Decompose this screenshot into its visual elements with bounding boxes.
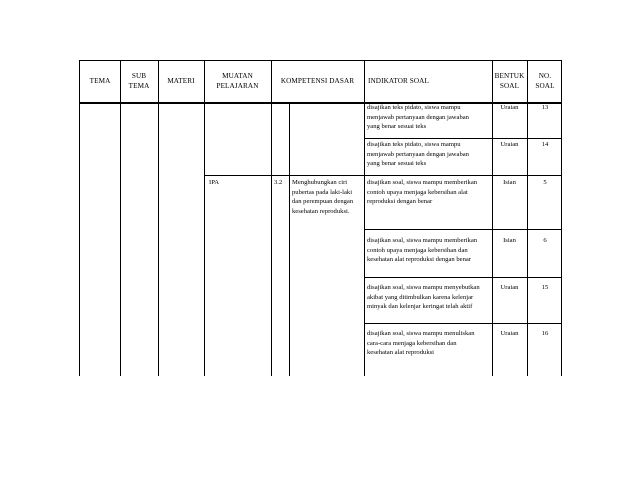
bentuk-row-4: Isian [503,237,516,244]
indikator-row-1: disajikan teks pidato, siswa mampu menjawab pertanyaan dengan jawaban yang benar sesuai teks [367,104,469,131]
indikator-row-6: disajikan soal, siswa mampu menuliskan cara-cara menjaga kebersihan dan kesehatan alat reproduksi [367,330,475,357]
col-divider [364,61,365,376]
indikator-row-5: disajikan soal, siswa mampu menyebutkan akibat yang ditimbulkan karena kelenjar minyak dan kelenjar keringat telah aktif [367,284,480,311]
row-separator [364,229,561,230]
row-separator [364,323,561,324]
col-divider [271,61,272,376]
indikator-row-4: disajikan soal, siswa mampu memberikan contoh upaya menjaga kebersihan dan kesehatan alat reproduksi dengan benar [367,237,478,264]
no-row-6: 16 [541,330,549,337]
bentuk-row-5: Uraian [500,284,519,291]
bentuk-row-3: Isian [503,179,516,186]
col-divider [120,61,121,376]
col-divider [289,104,290,376]
indikator-row-3: disajikan soal, siswa mampu memberikan contoh upaya menjaga kebersihan alat reproduksi dengan benar [367,179,478,206]
header-no-soal: NO. SOAL [535,71,555,90]
bentuk-row-1: Uraian [500,104,519,111]
header-separator [80,102,561,104]
row-separator [364,277,561,278]
kd-number: 3.2 [274,179,283,186]
no-row-1: 13 [541,104,549,111]
row-separator [204,175,561,176]
col-divider [204,61,205,376]
header-subtema: SUB TEMA [128,71,150,90]
row-separator [364,138,561,139]
bentuk-row-2: Uraian [500,141,519,148]
header-kompetensi: KOMPETENSI DASAR [280,76,355,85]
no-row-2: 14 [541,141,549,148]
header-muatan: MUATAN PELAJARAN [216,71,259,90]
kisi-kisi-table [79,60,562,376]
header-indikator: INDIKATOR SOAL [368,76,429,85]
muatan-pelajaran-ipa: IPA [209,179,220,186]
no-row-3: 5 [543,179,547,186]
col-divider [158,61,159,376]
header-tema: TEMA [89,76,111,85]
indikator-row-2: disajikan teks pidato, siswa mampu menjawab pertanyaan dengan jawaban yang benar sesuai teks [367,141,469,168]
kd-description: Menghubungkan ciri pubertas pada laki-laki dan perempuan dengan kesehatan reproduksi. [292,179,354,215]
header-materi: MATERI [167,76,195,85]
no-row-4: 6 [543,237,547,244]
bentuk-row-6: Uraian [500,330,519,337]
no-row-5: 15 [541,284,549,291]
header-bentuk: BENTUK SOAL [494,71,525,90]
